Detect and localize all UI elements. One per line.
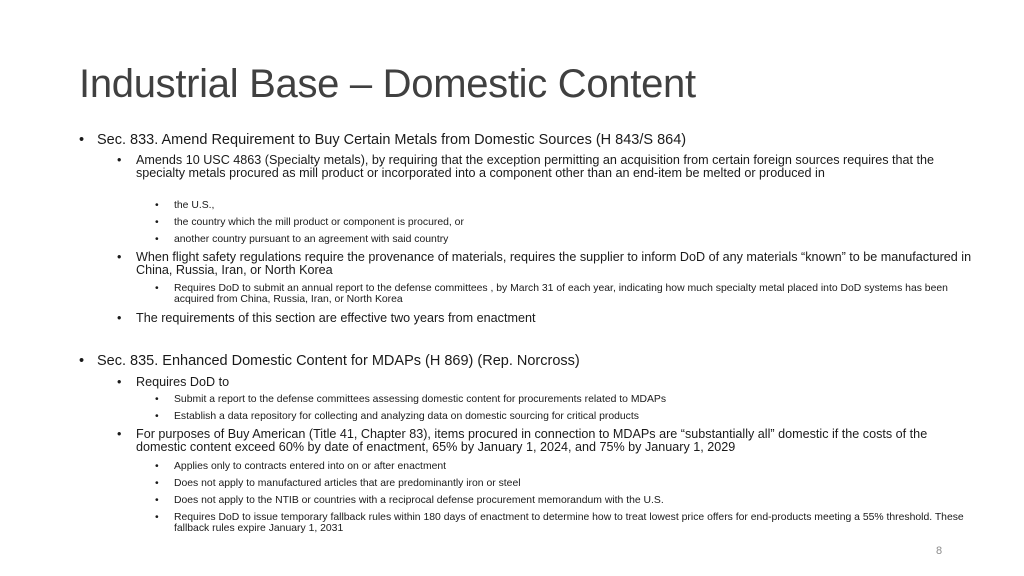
- bullet: •: [117, 311, 122, 325]
- list-item: • Requires DoD to submit an annual report to the defense committees , by March 31 of each year, indicating how much specialty metal placed into DoD systems has been acquired from China, Russia, Iran, or North Korea: [155, 283, 948, 305]
- list-item: • Applies only to contracts entered into on or after enactment: [155, 461, 447, 472]
- bullet: •: [155, 495, 159, 506]
- bullet: •: [155, 283, 159, 294]
- bullet: •: [155, 234, 159, 245]
- list-item: • Amends 10 USC 4863 (Specialty metals), by requiring that the exception permitting an acquisition from certain foreign sources requires that the specialty metals procured as mill product or incorporated into a component other than an end-item be melted or produced in: [117, 153, 935, 180]
- bullet: •: [117, 427, 122, 441]
- list-item: • Does not apply to manufactured articles that are predominantly iron or steel: [155, 478, 521, 489]
- bullet: •: [155, 200, 159, 211]
- bullet: •: [79, 353, 85, 369]
- list-item: • Establish a data repository for collecting and analyzing data on domestic sourcing for critical products: [155, 411, 639, 422]
- bullet: •: [155, 478, 159, 489]
- section-835-heading: • Sec. 835. Enhanced Domestic Content for MDAPs (H 869) (Rep. Norcross): [79, 353, 580, 369]
- list-item: • Requires DoD to: [117, 375, 230, 389]
- section-833-heading: • Sec. 833. Amend Requirement to Buy Certain Metals from Domestic Sources (H 843/S 864): [79, 132, 687, 148]
- list-item: • another country pursuant to an agreement with said country: [155, 234, 449, 245]
- list-item: • the country which the mill product or component is procured, or: [155, 217, 464, 228]
- bullet: •: [79, 132, 85, 148]
- list-item: • Requires DoD to issue temporary fallback rules within 180 days of enactment to determine how to treat lowest price offers for end-products meeting a 55% threshold. These fallback rules expire January 1, 2031: [155, 512, 964, 534]
- slide-title: Industrial Base – Domestic Content: [79, 62, 696, 106]
- list-item: • the U.S.,: [155, 200, 215, 211]
- list-item: • When flight safety regulations require the provenance of materials, requires the supplier to inform DoD of any materials “known” to be manufactured in China, Russia, Iran, or North Korea: [117, 250, 972, 277]
- list-item: • For purposes of Buy American (Title 41, Chapter 83), items procured in connection to MDAPs are “substantially all” domestic if the costs of the domestic content exceed 60% by date of enactment, 65% by January 1, 2024, and 75% by January 1, 2029: [117, 427, 928, 454]
- list-item: • The requirements of this section are effective two years from enactment: [117, 311, 536, 325]
- bullet: •: [117, 375, 122, 389]
- page-number: 8: [936, 545, 943, 557]
- bullet: •: [117, 153, 122, 167]
- list-item: • Does not apply to the NTIB or countries with a reciprocal defense procurement memorandum with the U.S.: [155, 495, 664, 506]
- list-item: • Submit a report to the defense committees assessing domestic content for procurements related to MDAPs: [155, 394, 667, 405]
- bullet: •: [155, 217, 159, 228]
- bullet: •: [117, 250, 122, 264]
- bullet: •: [155, 461, 159, 472]
- bullet: •: [155, 512, 159, 523]
- bullet: •: [155, 411, 159, 422]
- bullet: •: [155, 394, 159, 405]
